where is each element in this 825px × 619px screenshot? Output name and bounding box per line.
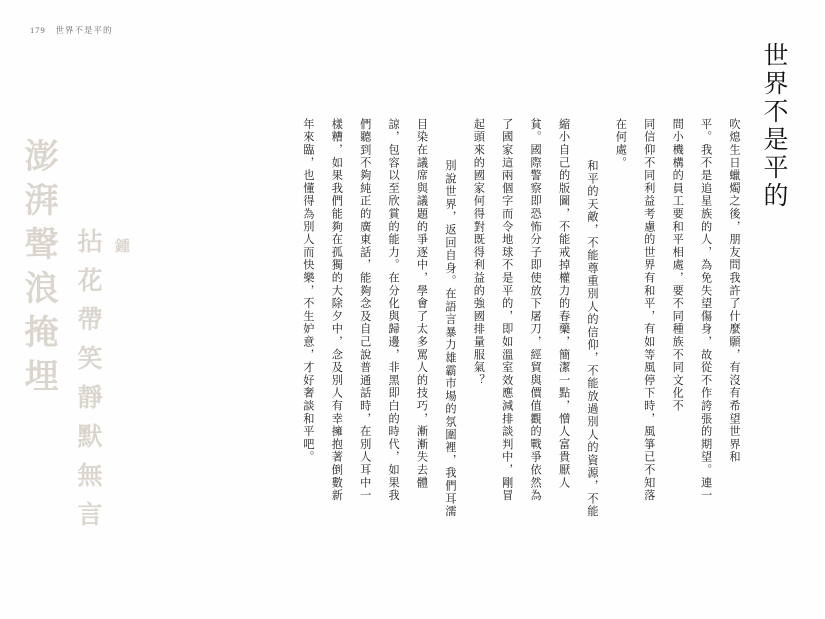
chapter-title: 世界不是平的	[760, 42, 789, 210]
body-column: 平。我不是追星族的人，為免失望傷身，故從不作誇張的期望。連一	[699, 118, 713, 502]
decorative-calligraphy-watermark	[8, 120, 158, 590]
body-column: 在何處。	[614, 118, 628, 170]
body-column: 吹熄生日蠟燭之後，朋友問我許了什麼願，有沒有希望世界和	[728, 118, 741, 464]
watermark-line-1: 澎湃聲浪掩埋	[18, 138, 58, 402]
body-text-block	[160, 118, 745, 538]
body-column: 諒，包容以至欣賞的能力。在分化與歸邊，非黑即白的時代，如果我	[387, 118, 401, 502]
watermark-line-2: 拈花帶笑靜默無言	[74, 228, 103, 540]
body-column: 起頭來的國家何得對既得利益的強國排量服氣？	[472, 118, 486, 387]
body-column: 貧。國際警察即恐怖分子即使放下屠刀，經貿與價值觀的戰爭依然為	[529, 118, 543, 502]
running-header	[30, 24, 112, 36]
body-column: 別說世界，返回自身。在語言暴力雄霸市場的氛圍裡，我們耳濡	[443, 134, 457, 518]
body-column: 間小機構的員工要和平相處，要不同種族不同文化不	[671, 118, 685, 413]
body-column: 縮小自己的版圖，不能戒掉權力的春藥，簡潔一點，憎人富貴厭人	[557, 118, 571, 490]
body-column: 了國家這兩個字而令地球不是平的，即如溫室效應減排談判中，剛冒	[500, 118, 514, 502]
body-column: 樣糟，如果我們能夠在孤獨的大除夕中，念及別人有幸擁抱著倒數新	[330, 118, 344, 502]
body-column: 們聽到不夠純正的廣東話，能夠念及自己說普通話時，在別人耳中一	[358, 118, 372, 502]
watermark-line-3: 鍾	[113, 238, 131, 263]
body-column: 同信仰不同利益考慮的世界有和平，有如等風停下時，風箏已不知落	[642, 118, 656, 502]
running-title: 世界不是平的	[55, 26, 113, 36]
body-column: 年來臨，也懂得為別人而快樂，不生妒意，才好奢談和平吧。	[301, 118, 315, 464]
page-number: 179	[30, 25, 46, 35]
body-column: 目染在議席與議題的爭逐中，學會了太多罵人的技巧，漸漸失去體	[415, 118, 429, 490]
body-column: 和平的天敵，不能尊重別人的信仰，不能放過別人的資源，不能	[585, 134, 599, 518]
